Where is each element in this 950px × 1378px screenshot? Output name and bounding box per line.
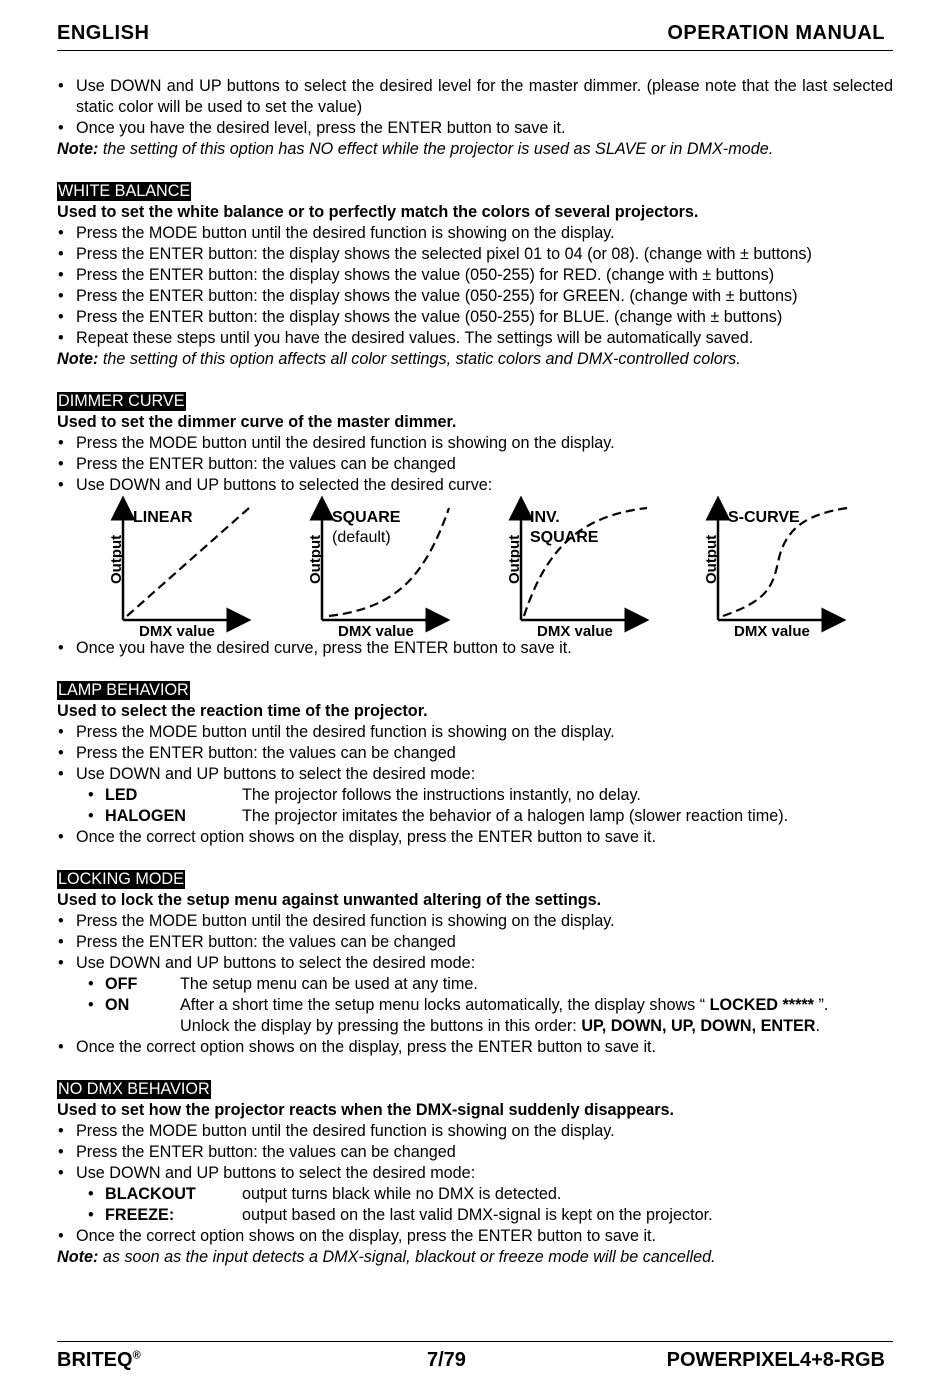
note (57, 139, 893, 160)
section-subtitle: Used to set the white balance or to perfectly match the colors of several projectors. (57, 203, 699, 221)
option-item (57, 995, 893, 1016)
y-axis-label: Output (307, 534, 324, 584)
note-label: Note: (57, 1248, 99, 1266)
curve-title: INV. (530, 509, 560, 526)
option-item (57, 974, 893, 995)
section-title-no-dmx-behavior: NO DMX BEHAVIOR (58, 1080, 210, 1098)
curve-subtitle: (default) (332, 529, 391, 546)
x-axis-label: DMX value (734, 623, 810, 638)
option-key: FREEZE: (105, 1206, 175, 1224)
x-axis-label: DMX value (537, 623, 613, 638)
option-desc-text: After a short time the setup menu locks automatically, the display shows “ (180, 996, 710, 1014)
list-item: • Press the MODE button until the desired function is showing on the display. (57, 1121, 893, 1142)
list-item: • Once the correct option shows on the display, press the ENTER button to save it. (57, 1226, 893, 1247)
option-item (57, 785, 893, 806)
curve-panel-inv-square (506, 508, 647, 638)
option-item (57, 1184, 893, 1205)
list-item: • Press the MODE button until the desired function is showing on the display. (57, 722, 893, 743)
page-header (57, 22, 893, 51)
note-text: as soon as the input detects a DMX-signal, blackout or freeze mode will be cancelled. (98, 1248, 716, 1266)
section-subtitle: Used to set the dimmer curve of the master dimmer. (57, 413, 457, 431)
option-key: LED (105, 786, 138, 804)
list-item: • Press the MODE button until the desired function is showing on the display. (57, 223, 893, 244)
option-key: BLACKOUT (105, 1185, 196, 1203)
list-item: • Use DOWN and UP buttons to select the desired level for the master dimmer. (please note that the last selected static color will be used to set the value) (57, 76, 893, 118)
header-title: OPERATION MANUAL (667, 22, 885, 44)
option-key: HALOGEN (105, 807, 186, 825)
list-item: • Once you have the desired level, press the ENTER button to save it. (57, 118, 893, 139)
x-axis-label: DMX value (338, 623, 414, 638)
list-item: • Press the ENTER button: the display shows the value (050-255) for RED. (change with ± buttons) (57, 265, 893, 286)
curve-title: SQUARE (332, 509, 401, 526)
list-item: • Repeat these steps until you have the desired values. The settings will be automatically saved. (57, 328, 893, 349)
curve-panel-s-curve (703, 508, 847, 638)
option-desc: The setup menu can be used at any time. (180, 975, 478, 993)
footer-model: POWERPIXEL4+8-RGB (666, 1349, 885, 1371)
list-item: • Press the ENTER button: the values can be changed (57, 743, 893, 764)
note-label: Note: (57, 350, 99, 368)
option-key: ON (105, 996, 130, 1014)
option-item (57, 1205, 893, 1226)
curve-panel-linear (108, 508, 249, 638)
option-item (57, 806, 893, 827)
footer-brand (57, 1349, 141, 1372)
x-axis-label: DMX value (139, 623, 215, 638)
list-item: • Use DOWN and UP buttons to select the desired mode: (57, 764, 893, 785)
manual-content (57, 76, 893, 1268)
list-item: • Once the correct option shows on the display, press the ENTER button to save it. (57, 827, 893, 848)
section-title-lamp-behavior: LAMP BEHAVIOR (58, 681, 189, 699)
page-number: 7/79 (427, 1349, 466, 1371)
curve-title: S-CURVE (728, 509, 800, 526)
unlock-instructions (57, 1016, 893, 1037)
registered-mark: ® (132, 1349, 141, 1362)
list-item: • Press the ENTER button: the values can be changed (57, 932, 893, 953)
dimmer-curves-figure (57, 496, 893, 638)
option-key: OFF (105, 975, 138, 993)
list-item: • Use DOWN and UP buttons to select the desired mode: (57, 953, 893, 974)
unlock-text: Unlock the display by pressing the buttons in this order: (180, 1017, 582, 1035)
note (57, 349, 893, 370)
curve-title-line2: SQUARE (530, 529, 599, 546)
list-item: • Use DOWN and UP buttons to selected the desired curve: (57, 475, 893, 496)
page-footer (57, 1341, 893, 1371)
list-item: • Press the ENTER button: the values can be changed (57, 454, 893, 475)
y-axis-label: Output (703, 534, 720, 584)
list-item: • Press the ENTER button: the display shows the value (050-255) for GREEN. (change with ± buttons) (57, 286, 893, 307)
section-subtitle: Used to set how the projector reacts when the DMX-signal suddenly disappears. (57, 1101, 675, 1119)
header-language: ENGLISH (57, 22, 150, 44)
curve-panel-square (307, 508, 449, 638)
list-item: • Press the MODE button until the desired function is showing on the display. (57, 911, 893, 932)
note (57, 1247, 893, 1268)
section-title-locking-mode: LOCKING MODE (58, 870, 184, 888)
section-subtitle: Used to select the reaction time of the projector. (57, 702, 428, 720)
section-title-white-balance: WHITE BALANCE (58, 182, 191, 200)
y-axis-label: Output (108, 534, 125, 584)
list-item: • Press the MODE button until the desired function is showing on the display. (57, 433, 893, 454)
dimmer-curves-svg (57, 496, 893, 638)
section-title-dimmer-curve: DIMMER CURVE (58, 392, 185, 410)
brand-name: BRITEQ (57, 1349, 133, 1371)
y-axis-label: Output (506, 534, 523, 584)
list-item: • Once you have the desired curve, press the ENTER button to save it. (57, 638, 893, 659)
locked-display-text: LOCKED ***** (709, 996, 814, 1014)
note-text: the setting of this option has NO effect while the projector is used as SLAVE or in DMX-mode. (98, 140, 774, 158)
option-desc: output turns black while no DMX is detected. (242, 1185, 562, 1203)
note-label: Note: (57, 140, 99, 158)
list-item: • Once the correct option shows on the display, press the ENTER button to save it. (57, 1037, 893, 1058)
note-text: the setting of this option affects all color settings, static colors and DMX-controlled colors. (98, 350, 741, 368)
list-item: • Press the ENTER button: the display shows the selected pixel 01 to 04 (or 08). (change with ± buttons) (57, 244, 893, 265)
option-desc: The projector imitates the behavior of a halogen lamp (slower reaction time). (242, 807, 789, 825)
option-desc-end: ”. (813, 996, 829, 1014)
unlock-sequence: UP, DOWN, UP, DOWN, ENTER (581, 1017, 816, 1035)
list-item: • Press the ENTER button: the values can be changed (57, 1142, 893, 1163)
option-desc: output based on the last valid DMX-signal is kept on the projector. (242, 1206, 713, 1224)
unlock-end: . (815, 1017, 820, 1035)
list-item: • Press the ENTER button: the display shows the value (050-255) for BLUE. (change with ± buttons) (57, 307, 893, 328)
section-subtitle: Used to lock the setup menu against unwanted altering of the settings. (57, 891, 602, 909)
list-item: • Use DOWN and UP buttons to select the desired mode: (57, 1163, 893, 1184)
option-desc: The projector follows the instructions instantly, no delay. (242, 786, 641, 804)
option-desc (180, 995, 828, 1016)
curve-title: LINEAR (133, 509, 193, 526)
